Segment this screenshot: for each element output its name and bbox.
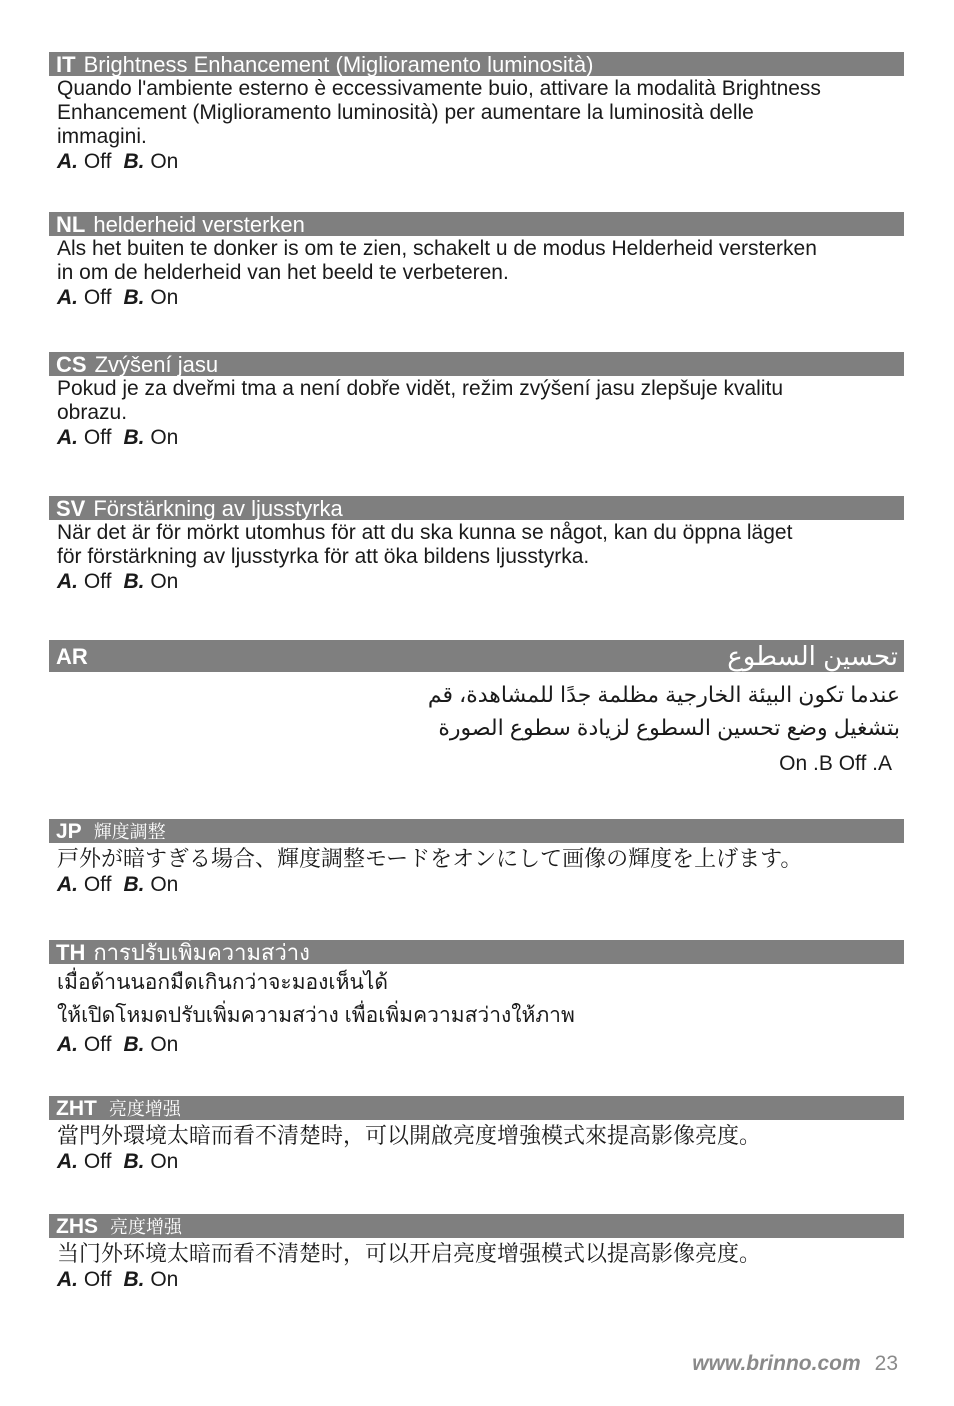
section-zhs xyxy=(49,1214,904,1292)
option-off: Off xyxy=(83,1150,112,1173)
section-jp xyxy=(49,819,904,897)
options-line xyxy=(57,872,904,897)
option-on: On xyxy=(150,570,179,593)
option-on: On xyxy=(150,873,179,896)
option-b-label: B. xyxy=(123,150,145,173)
section-cs xyxy=(49,352,904,450)
section-title: Brightness Enhancement (Miglioramento luminosità) xyxy=(83,52,594,76)
section-sv xyxy=(49,496,904,594)
option-a-label: A. xyxy=(57,873,78,896)
body-line: in om de helderheid van het beeld te verbeteren. xyxy=(57,261,509,284)
section-body xyxy=(49,77,904,174)
language-code: AR xyxy=(56,644,88,669)
language-code: JP xyxy=(56,820,82,843)
body-line: Als het buiten te donker is om te zien, schakelt u de modus Helderheid versterken xyxy=(57,237,817,260)
option-on: On xyxy=(150,286,179,309)
option-off: Off xyxy=(83,1268,112,1291)
options-line xyxy=(57,149,904,174)
page-footer xyxy=(692,1352,898,1376)
option-off: Off xyxy=(83,1033,112,1056)
section-header xyxy=(49,1214,904,1238)
language-code: NL xyxy=(56,212,86,236)
language-code: SV xyxy=(56,496,86,520)
option-b-label: B. xyxy=(123,1150,145,1173)
section-ar xyxy=(49,640,904,776)
body-line: Quando l'ambiente esterno è eccessivamente buio, attivare la modalità Brightness xyxy=(57,77,821,100)
options-line xyxy=(57,1267,904,1292)
language-code: ZHS xyxy=(56,1215,98,1238)
body-line: 戸外が暗すぎる場合、輝度調整モードをオンにして画像の輝度を上げます。 xyxy=(57,846,803,871)
option-on: On xyxy=(150,1268,179,1291)
options-line xyxy=(57,425,904,450)
option-a-label: A. xyxy=(57,426,78,449)
section-th xyxy=(49,940,904,1057)
section-title: 亮度增强 xyxy=(108,1099,181,1119)
section-zht xyxy=(49,1096,904,1174)
option-b-label: B. xyxy=(123,426,145,449)
section-header xyxy=(49,1096,904,1120)
options-line xyxy=(57,1032,904,1057)
body-line: ให้เปิดโหมดปรับเพิ่มความสว่าง เพื่อเพิ่มความสว่างให้ภาพ xyxy=(57,1004,575,1027)
body-line: Enhancement (Miglioramento luminosità) per aumentare la luminosità delle xyxy=(57,101,754,124)
section-title: การปรับเพิ่มความสว่าง xyxy=(93,940,310,964)
option-b-label: B. xyxy=(123,1268,145,1291)
language-code: IT xyxy=(56,52,76,76)
option-on: On xyxy=(150,1033,179,1056)
section-body xyxy=(49,678,904,744)
option-off: Off xyxy=(83,873,112,896)
section-header xyxy=(49,640,904,672)
options-line xyxy=(57,285,904,310)
section-title: 輝度調整 xyxy=(93,822,166,842)
section-body xyxy=(49,377,904,450)
section-header xyxy=(49,212,904,236)
option-a-label: A. xyxy=(57,1150,78,1173)
body-line: När det är för mörkt utomhus för att du ska kunna se något, kan du öppna läget xyxy=(57,521,793,544)
section-title: تحسين السطوع xyxy=(727,641,898,671)
options-line xyxy=(57,569,904,594)
website-link[interactable]: www.brinno.com xyxy=(692,1352,861,1375)
option-off: Off xyxy=(83,570,112,593)
options-line xyxy=(57,1149,904,1174)
section-header xyxy=(49,52,904,76)
option-on: On xyxy=(150,426,179,449)
language-code: CS xyxy=(56,352,87,376)
section-header xyxy=(49,352,904,376)
option-b-label: B. xyxy=(123,570,145,593)
section-title: helderheid versterken xyxy=(93,212,305,236)
body-line: 当门外环境太暗而看不清楚时，可以开启亮度增强模式以提高影像亮度。 xyxy=(57,1241,762,1266)
option-a-label: A. xyxy=(57,286,78,309)
options-line: On .B Off .A xyxy=(779,752,892,775)
section-title: Zvýšení jasu xyxy=(94,352,219,376)
body-line: obrazu. xyxy=(57,401,128,424)
option-a-label: A. xyxy=(57,1268,78,1291)
option-on: On xyxy=(150,150,179,173)
body-line: immagini. xyxy=(57,125,147,148)
option-on: On xyxy=(150,1150,179,1173)
option-b-label: B. xyxy=(123,286,145,309)
section-nl xyxy=(49,212,904,310)
section-body xyxy=(49,1240,904,1292)
section-header xyxy=(49,819,904,843)
body-line: عندما تكون البيئة الخارجية مظلمة جدًا للمشاهدة، قم xyxy=(427,682,900,707)
option-off: Off xyxy=(83,150,112,173)
option-a-label: A. xyxy=(57,1033,78,1056)
section-title: Förstärkning av ljusstyrka xyxy=(93,496,343,520)
section-body xyxy=(49,845,904,897)
page-number: 23 xyxy=(874,1352,898,1375)
body-line: Pokud je za dveřmi tma a není dobře vidět, režim zvýšení jasu zlepšuje kvalitu xyxy=(57,377,784,400)
body-line: بتشغيل وضع تحسين السطوع لزيادة سطوع الصورة xyxy=(438,715,900,740)
section-body xyxy=(49,237,904,310)
option-a-label: A. xyxy=(57,570,78,593)
option-off: Off xyxy=(83,426,112,449)
language-code: TH xyxy=(56,940,86,964)
section-body xyxy=(49,521,904,594)
body-line: 當門外環境太暗而看不清楚時，可以開啟亮度增強模式來提高影像亮度。 xyxy=(57,1123,762,1148)
option-a-label: A. xyxy=(57,150,78,173)
option-b-label: B. xyxy=(123,873,145,896)
section-it xyxy=(49,52,904,174)
body-line: för förstärkning av ljusstyrka för att öka bildens ljusstyrka. xyxy=(57,545,590,568)
section-header xyxy=(49,496,904,520)
option-b-label: B. xyxy=(123,1033,145,1056)
section-body xyxy=(49,1122,904,1174)
section-header xyxy=(49,940,904,964)
option-off: Off xyxy=(83,286,112,309)
section-title: 亮度增强 xyxy=(110,1217,182,1237)
section-body xyxy=(49,966,904,1057)
body-line: เมื่อด้านนอกมืดเกินกว่าจะมองเห็นได้ xyxy=(57,971,388,994)
language-code: ZHT xyxy=(56,1097,97,1120)
